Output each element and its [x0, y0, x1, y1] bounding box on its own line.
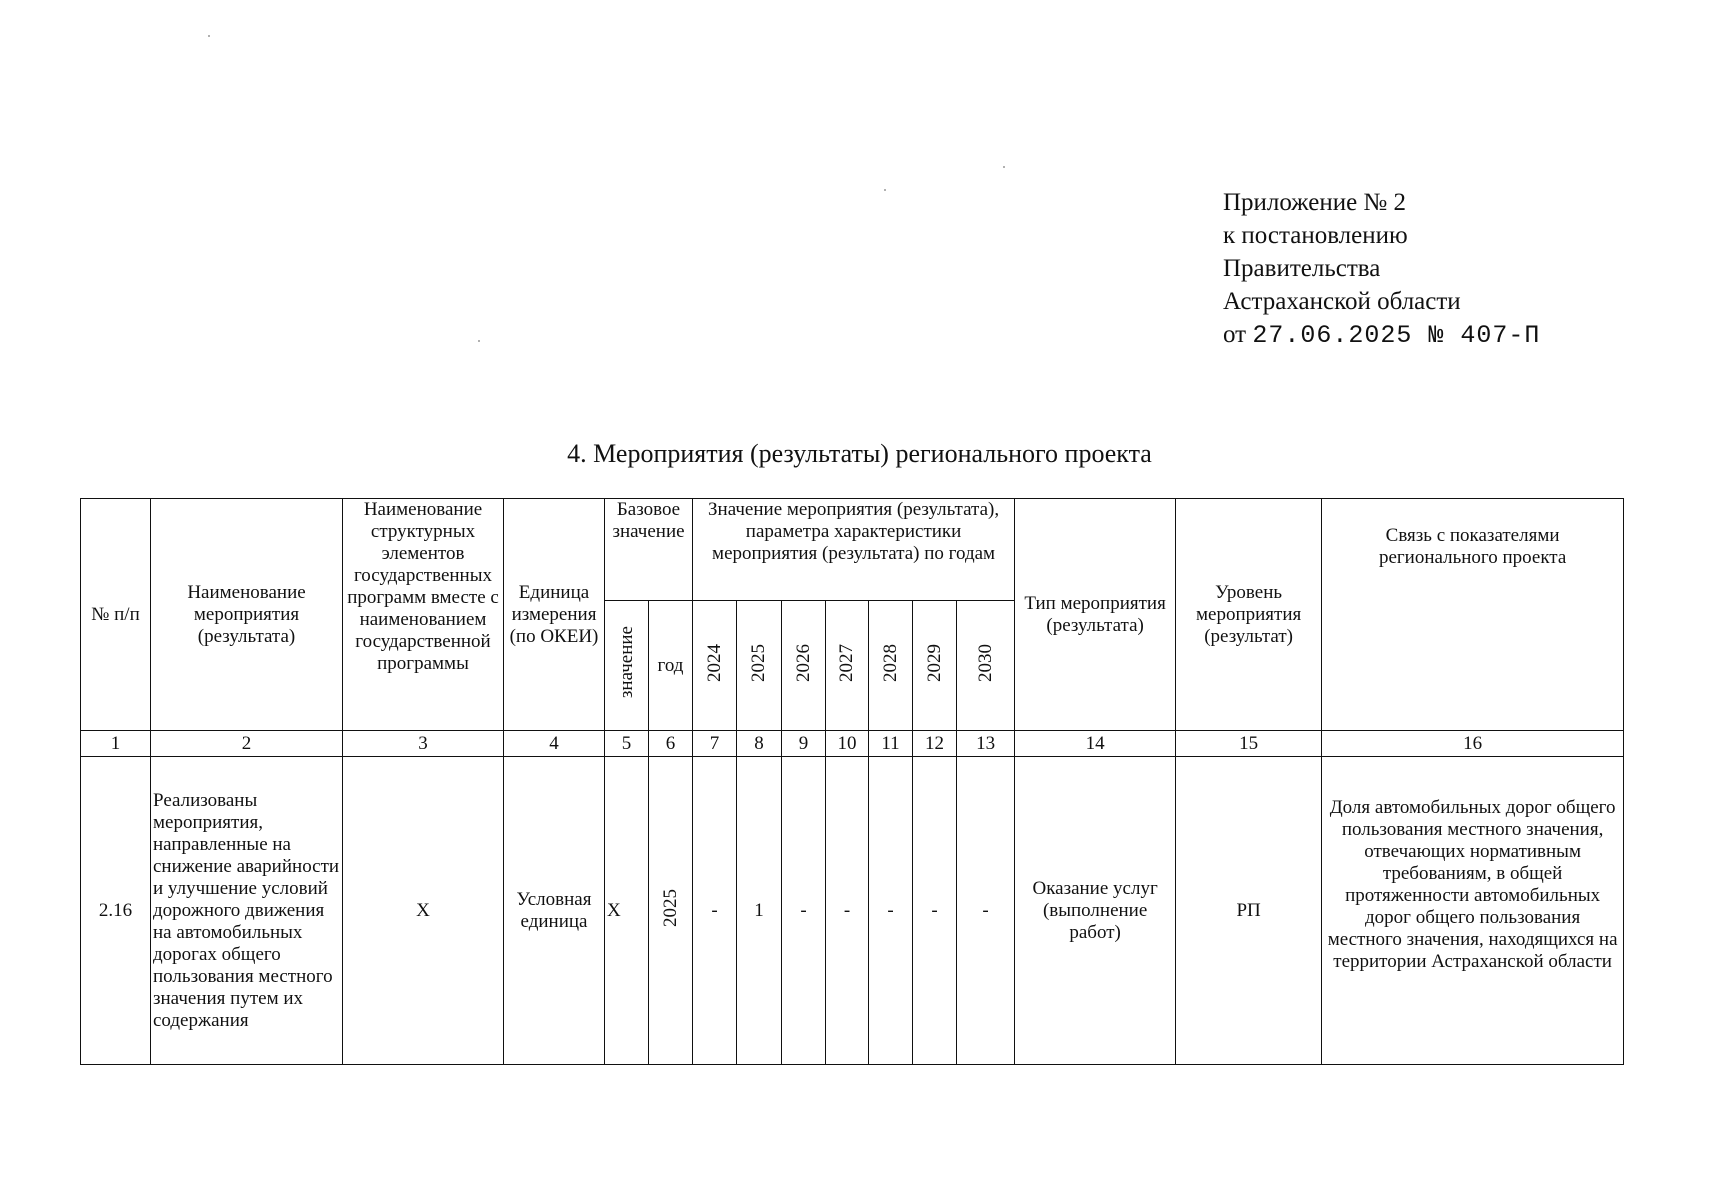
header-structural: Наименование структурных элементов государственных программ вместе с наименованием государственной программы: [343, 499, 504, 731]
header-unit: Единица измерения (по ОКЕИ): [504, 499, 605, 731]
header-year: 2028: [879, 643, 901, 682]
row-structural: Х: [343, 757, 504, 1065]
appendix-line-4: Астраханской области: [1223, 288, 1461, 315]
header-level: Уровень мероприятия (результат): [1176, 499, 1322, 731]
header-year: 2024: [703, 643, 725, 682]
column-number: 5: [605, 731, 649, 757]
header-year-cell: [782, 601, 826, 731]
column-number: 12: [913, 731, 957, 757]
decree-prefix: от: [1223, 321, 1247, 348]
row-name: Реализованы мероприятия, направленные на снижение аварийности и улучшение условий дорожного движения на автомобильных дорогах общего пользования местного значения путем их содержания: [151, 757, 343, 1065]
column-number: 14: [1015, 731, 1176, 757]
scan-speck: [208, 35, 210, 37]
header-year: 2027: [836, 643, 858, 682]
column-number: 10: [826, 731, 869, 757]
column-number: 8: [737, 731, 782, 757]
column-number: 13: [957, 731, 1015, 757]
column-number-row: [81, 731, 1624, 757]
header-year: 2025: [748, 643, 770, 682]
header-year: 2030: [974, 643, 996, 682]
row-unit: Условная единица: [504, 757, 605, 1065]
row-year-value: 1: [737, 757, 782, 1065]
header-year: 2029: [923, 643, 945, 682]
header-link: Связь с показателями регионального проекта: [1322, 499, 1624, 731]
header-year-cell: [737, 601, 782, 731]
column-number: 2: [151, 731, 343, 757]
appendix-line-3: Правительства: [1223, 255, 1381, 282]
header-values-by-years: Значение мероприятия (результата), параметра характеристики мероприятия (результата) по годам: [693, 499, 1015, 601]
header-year-cell: [869, 601, 913, 731]
decree-date-number: 27.06.2025 № 407-П: [1252, 321, 1541, 350]
column-number: 16: [1322, 731, 1624, 757]
header-base: Базовое значение: [605, 499, 693, 601]
scan-speck: [478, 340, 480, 342]
row-year-value: -: [826, 757, 869, 1065]
appendix-line-2: к постановлению: [1223, 222, 1408, 249]
row-base-year: 2025: [659, 888, 681, 927]
column-number: 7: [693, 731, 737, 757]
section-title: 4. Мероприятия (результаты) регионального проекта: [567, 439, 1152, 468]
activities-table: [80, 498, 1624, 1065]
appendix-line-1: Приложение № 2: [1223, 189, 1407, 216]
scan-speck: [884, 189, 886, 191]
row-level: РП: [1176, 757, 1322, 1065]
header-year-cell: [693, 601, 737, 731]
row-base-value: Х: [605, 757, 649, 1065]
row-type: Оказание услуг (выполнение работ): [1015, 757, 1176, 1065]
header-year-cell: [826, 601, 869, 731]
row-link: Доля автомобильных дорог общего пользования местного значения, отвечающих нормативным требованиям, в общей протяженности автомобильных дорог общего пользования местного значения, находящихся на территории Астраханской области: [1322, 757, 1624, 1065]
header-name: Наименование мероприятия (результата): [151, 499, 343, 731]
row-year-value: -: [913, 757, 957, 1065]
header-type: Тип мероприятия (результата): [1015, 499, 1176, 731]
header-base-year: год: [649, 601, 693, 731]
row-year-value: -: [869, 757, 913, 1065]
column-number: 3: [343, 731, 504, 757]
header-year-cell: [957, 601, 1015, 731]
column-number: 15: [1176, 731, 1322, 757]
header-year: 2026: [792, 643, 814, 682]
row-year-value: -: [957, 757, 1015, 1065]
row-year-value: -: [693, 757, 737, 1065]
row-year-value: -: [782, 757, 826, 1065]
header-year-cell: [913, 601, 957, 731]
column-number: 1: [81, 731, 151, 757]
column-number: 4: [504, 731, 605, 757]
scan-speck: [1003, 166, 1005, 168]
appendix-decree-line: [1223, 318, 1540, 352]
header-base-value-cell: [605, 601, 649, 731]
header-base-value: значение: [615, 626, 637, 699]
appendix-block: [1223, 186, 1540, 352]
row-num: 2.16: [81, 757, 151, 1065]
header-num: № п/п: [81, 499, 151, 731]
column-number: 11: [869, 731, 913, 757]
table-row: [81, 757, 1624, 1065]
column-number: 6: [649, 731, 693, 757]
row-base-year-cell: [649, 757, 693, 1065]
column-number: 9: [782, 731, 826, 757]
